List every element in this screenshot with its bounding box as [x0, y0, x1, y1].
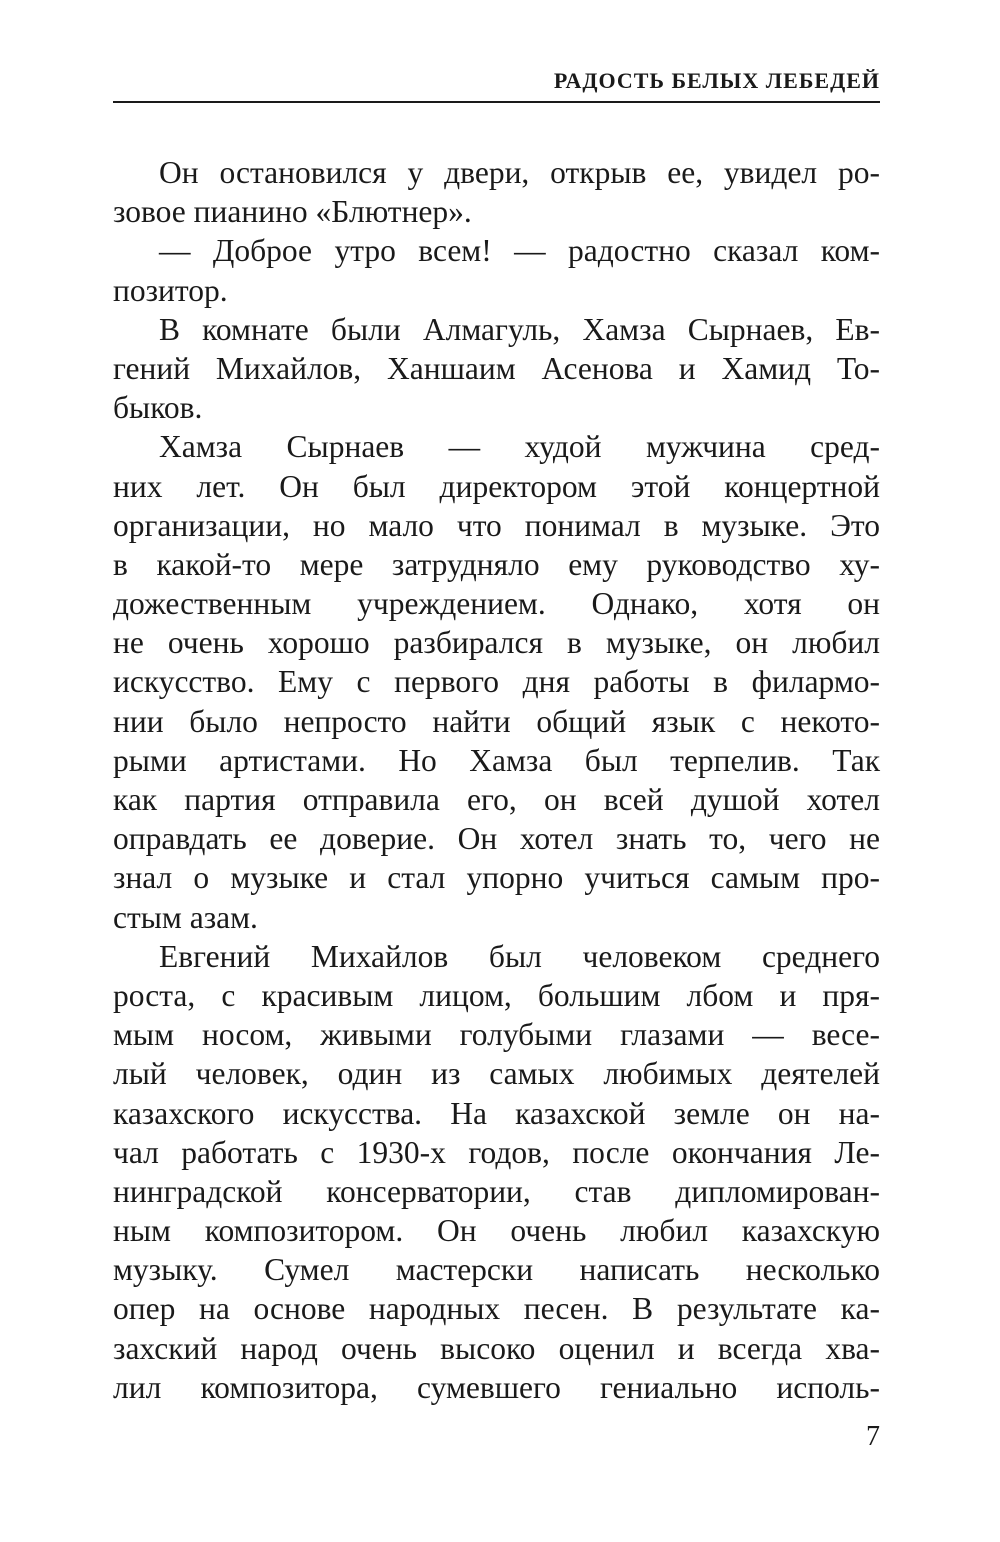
- text-line: гений Михайлов, Ханшаим Асенова и Хамид То-: [113, 350, 880, 386]
- text-line: них лет. Он был директором этой концертной: [113, 468, 880, 504]
- text-line: опер на основе народных песен. В результате ка-: [113, 1291, 880, 1327]
- text-line: дожественным учреждением. Однако, хотя он: [113, 586, 880, 622]
- page-number: 7: [866, 1421, 880, 1452]
- text-line: ным композитором. Он очень любил казахскую: [113, 1213, 880, 1249]
- text-line: в какой-то мере затрудняло ему руководство ху-: [113, 546, 880, 582]
- text-line: чал работать с 1930-х годов, после окончания Ле-: [113, 1134, 880, 1170]
- text-line: стым азам.: [113, 899, 258, 935]
- text-line: лый человек, один из самых любимых деятелей: [113, 1056, 880, 1092]
- running-header-title: РАДОСТЬ БЕЛЫХ ЛЕБЕДЕЙ: [553, 68, 880, 93]
- text-line: организации, но мало что понимал в музыке. Это: [113, 507, 880, 543]
- text-line: В комнате были Алмагуль, Хамза Сырнаев, Ев-: [159, 311, 880, 347]
- text-line: позитор.: [113, 272, 228, 308]
- text-line: лил композитора, сумевшего гениально исполь-: [113, 1369, 880, 1405]
- text-line: нинградской консерватории, став дипломирован-: [113, 1173, 880, 1209]
- text-line: казахского искусства. На казахской земле он на-: [113, 1095, 880, 1131]
- text-line: роста, с красивым лицом, большим лбом и пря-: [113, 977, 880, 1013]
- text-line: музыку. Сумел мастерски написать несколько: [113, 1252, 880, 1288]
- text-line: Хамза Сырнаев — худой мужчина сред-: [159, 429, 880, 465]
- text-line: как партия отправила его, он всей душой хотел: [113, 782, 880, 817]
- text-line: знал о музыке и стал упорно учиться самым про-: [113, 860, 880, 896]
- text-line: оправдать ее доверие. Он хотел знать то, чего не: [113, 821, 880, 857]
- text-line: захский народ очень высоко оценил и всегда хва-: [113, 1330, 880, 1366]
- text-line: рыми артистами. Но Хамза был терпелив. Так: [113, 742, 880, 778]
- text-line: Он остановился у двери, открыв ее, увидел ро-: [159, 155, 880, 190]
- text-line: зовое пианино «Блютнер».: [113, 194, 472, 230]
- text-line: мым носом, живыми голубыми глазами — весе-: [113, 1017, 880, 1053]
- text-line: быков.: [113, 390, 203, 426]
- header-rule: [113, 101, 880, 103]
- body-text: [113, 153, 880, 1407]
- text-line: не очень хорошо разбирался в музыке, он любил: [113, 625, 880, 661]
- text-line: искусство. Ему с первого дня работы в филармо-: [113, 664, 880, 700]
- text-line: Евгений Михайлов был человеком среднего: [159, 938, 880, 974]
- text-line: нии было непросто найти общий язык с некото-: [113, 703, 880, 739]
- text-line: — Доброе утро всем! — радостно сказал ком-: [159, 233, 880, 269]
